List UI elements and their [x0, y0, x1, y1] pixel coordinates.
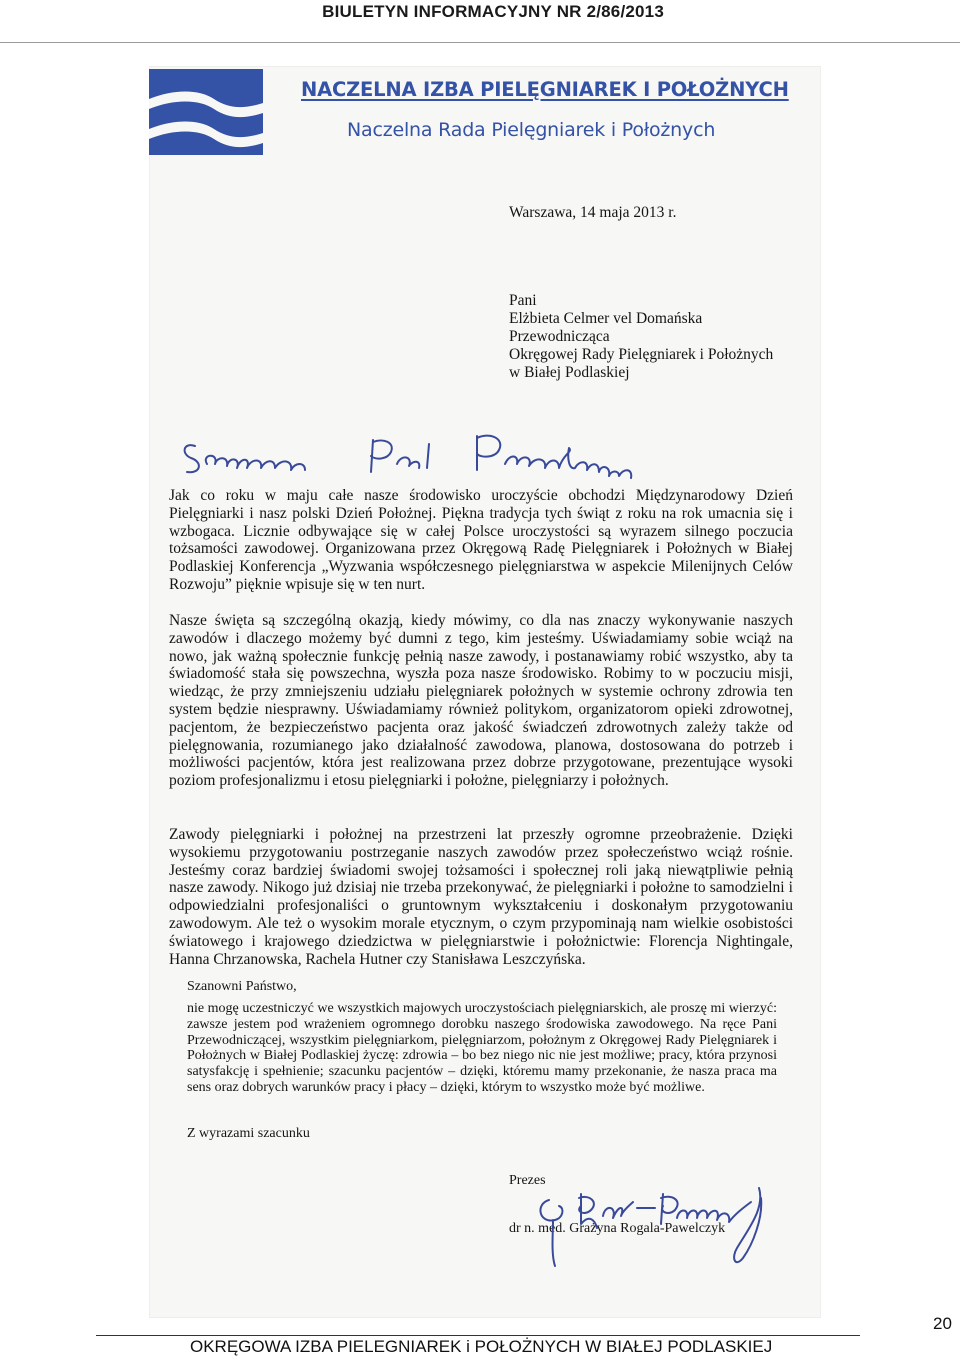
organization-subname: Naczelna Rada Pielęgniarek i Położnych	[347, 119, 716, 141]
running-header	[0, 0, 960, 43]
footer-text: OKRĘGOWA IZBA PIELEGNIAREK i POŁOŻNYCH W BIAŁEJ PODLASKIEJ	[190, 1337, 773, 1356]
closing-phrase: Z wyrazami szacunku	[187, 1126, 310, 1141]
scanned-letter	[149, 66, 821, 1318]
letter-date: Warszawa, 14 maja 2013 r.	[509, 204, 677, 221]
recipient-line: Pani	[509, 292, 537, 309]
recipient-line: Przewodnicząca	[509, 328, 610, 345]
closing-paragraph: nie mogę uczestniczyć we wszystkich majowych uroczystościach pielęgniarskich, ale proszę mi wierzyć: zawsze jestem pod wrażeniem ogromnego dorobku naszego środowiska zawodowego. Na ręce Pani Przewodniczącej, wszystkim pielęgniarkom, pielęgniarzom, położnym z Okręgowej Rady Pielęgniarek i Położnych w Białej Podlaskiej życzę: zdrowia – bo bez niego nic nie jest możliwe; pracy, która przynosi satysfakcję i spełnienie; szacunku pacjentów – dzięki, któremu mamy przekonanie, że nasza praca ma sens oraz dobrych warunków pracy i płacy – dzięki, którym to wszystko może być możliwe.	[187, 1001, 777, 1095]
recipient-line: Okręgowej Rady Pielęgniarek i Położnych	[509, 346, 774, 363]
signer-name: dr n. med. Grażyna Rogala-Pawelczyk	[509, 1221, 726, 1236]
recipient-line: Elżbieta Celmer vel Domańska	[509, 310, 703, 327]
paragraph-1: Jak co roku w maju całe nasze środowisko uroczyście obchodzi Międzynarodowy Dzień Pielęgniarki i nasz polski Dzień Położnej. Piękna tradycja tych świąt z roku na rok umacnia się i wzbogaca. Licznie odbywające się w całej Polsce uroczystości są wyrazem silnego poczucia tożsamości zawodowej. Organizowana przez Okręgową Radę Pielęgniarek i Położnych w Białej Podlaskiej Konferencja „Wyzwania współczesnego pielęgniarstwa w aspekcie Milenijnych Celów Rozwoju” pięknie wpisuje się w ten nurt.	[169, 487, 793, 593]
paragraph-2: Nasze święta są szczególną okazją, kiedy mówimy, co dla nas znaczy wykonywanie naszych zawodów i dlaczego możemy być dumni z tego, kim jesteśmy. Uświadamiamy sobie wciąż na nowo, jak ważną społecznie funkcję pełnią nasze zawody, i postanawiamy robić wszystko, aby ta świadomość stała się powszechna, wyszła poza nasze środowisko. Robimy to w poczuciu misji, wiedząc, że przy zmniejszeniu udziału pielęgniarek położnych w systemie ochrony zdrowia ten system będzie niesprawny. Uświadamiamy również politykom, organizatorom opieki zdrowotnej, pacjentom, że bezpieczeństwo pacjenta oraz jakość świadczeń zdrowotnych zależy także od pielęgnowania, rozumianego jako działalność zawodowa, planowa, dostosowana do potrzeb i możliwości pacjentów, która jest realizowana przez dobrze przygotowane, prezentujące wysoki poziom profesjonalizmu i etosu pielęgniarki i położne, pielęgniarzy i położnych.	[169, 612, 793, 790]
handwritten-salutation	[177, 424, 677, 486]
recipient-block	[509, 292, 773, 382]
wave-logo-icon	[149, 69, 263, 155]
organization-name: NACZELNA IZBA PIELĘGNIAREK I POŁOŻNYCH	[301, 78, 789, 101]
handwritten-signature	[529, 1178, 789, 1278]
signer-role: Prezes	[509, 1173, 546, 1188]
recipient-line: w Białej Podlaskiej	[509, 364, 630, 381]
footer-rule	[96, 1335, 860, 1336]
page-number: 20	[933, 1314, 952, 1333]
address-intro: Szanowni Państwo,	[187, 979, 297, 994]
paragraph-3: Zawody pielęgniarki i położnej na przestrzeni lat przeszły ogromne przeobrażenie. Dzięki wysokiemu przygotowaniu postrzeganie naszych zawodów przez społeczeństwo wciąż rośnie. Jesteśmy coraz bardziej świadomi swojej tożsamości i społecznej roli jaką niewątpliwie pełnią nasze zawody. Nikogo już dzisiaj nie trzeba przekonywać, że pielęgniarki i położne to samodzielni i odpowiedzialni profesjonaliści o gruntownym wykształceniu i doskonałym przygotowaniu zawodowym. Ale też o wysokim morale etycznym, o czym przypominają nam wielkie osobistości światowego i krajowego dziedzictwa w pielęgniarstwie i położnictwie: Florencja Nightingale, Hanna Chrzanowska, Rachela Hutner czy Stanisława Leszczyńska.	[169, 826, 793, 968]
bulletin-title: BIULETYN INFORMACYJNY NR 2/86/2013	[322, 2, 664, 21]
